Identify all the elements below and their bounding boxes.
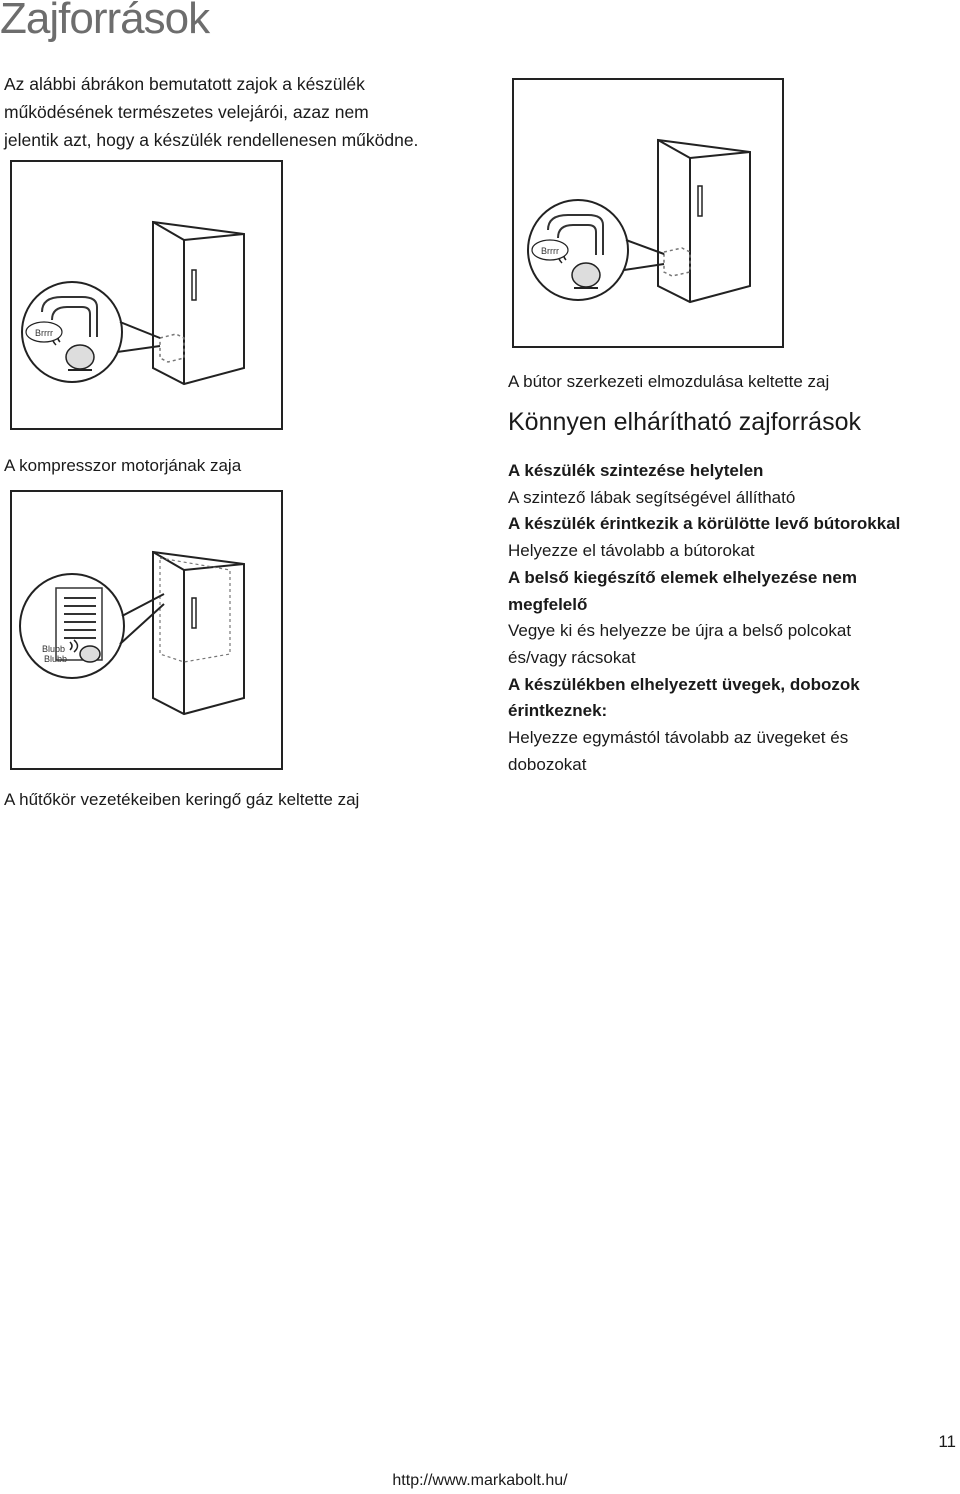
compressor-caption: A kompresszor motorjának zaja [4,456,242,475]
solution-text: dobozokat [508,754,587,774]
problem-text: A készülékben elhelyezett üvegek, dobozok [508,674,860,694]
gas-figure [10,490,283,770]
solution-text: Helyezze el távolabb a bútorokat [508,541,755,561]
page-title: Zajforrások [0,0,210,43]
intro-text [4,70,474,154]
problem-text: érintkeznek: [508,701,608,721]
problem-text: A készülék érintkezik a körülötte levő bútorokkal [508,514,901,534]
furniture-illustration [514,80,782,346]
solution-text: A szintező lábak segítségével állítható [508,487,796,507]
section-title: Könnyen elhárítható zajforrások [508,408,861,436]
solution-text: Vegye ki és helyezze be újra a belső polcokat [508,621,852,641]
furniture-caption: A bútor szerkezeti elmozdulása keltette zaj [508,372,830,391]
gas-illustration [12,492,281,768]
blubb-sound-label-2: Blubb [44,654,68,664]
footer-url[interactable]: http://www.markabolt.hu/ [392,1472,568,1489]
problem-text: A belső kiegészítő elemek elhelyezése nem [508,567,857,587]
intro-line: működésének természetes velejárói, azaz nem [4,102,369,122]
problem-text: A készülék szintezése helytelen [508,461,764,480]
intro-line: Az alábbi ábrákon bemutatott zajok a készülék [4,74,365,94]
gas-caption: A hűtőkör vezetékeiben keringő gáz keltette zaj [4,790,360,809]
compressor-illustration [12,162,281,428]
page-number: 11 [938,1432,956,1451]
blubb-sound-label: Blubb [42,644,66,654]
brrrr-sound-label: Brrrr [541,246,559,256]
compressor-figure [10,160,283,430]
solution-text: Helyezze egymástól távolabb az üvegeket és [508,728,849,748]
solution-text: és/vagy rácsokat [508,647,636,667]
brrrr-sound-label: Brrrr [35,328,53,338]
noise-source-list [508,458,948,778]
problem-text: megfelelő [508,594,588,614]
furniture-figure [512,78,784,348]
intro-line: jelentik azt, hogy a készülék rendellenesen működne. [4,130,419,150]
